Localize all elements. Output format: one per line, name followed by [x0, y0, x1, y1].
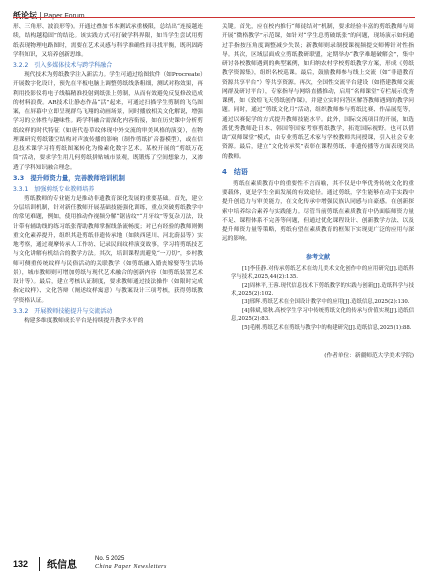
reference-item: [3]邢辉.剪纸艺术在全国设计教学中的应用[J].造纸信息,2025(2):130. — [242, 299, 410, 306]
right-column — [222, 23, 414, 361]
reference-item: [4]韩斌,梁秋.高校学生学习中传统剪纸文化的传承与价值实现[J].造纸信息,2025(2):83. — [231, 307, 414, 323]
section-brand: 纸论坛 — [13, 11, 37, 20]
paragraph: 剪纸教师的专业能力是推动非遗教育深化发展的重要基础。首先，建立分层培训机制，针对新任教师开展基础技能强化训练，重点突破剪纸教学中的常见难题，例如，使用推动作视频分解“锯齿纹”“月牙纹”等复杂刀法，设计带有辅助线的练习纸张帮助教师掌握线条流畅度；对已有经验的教师则侧重文化素养提升，组织其赴剪纸非遗传承地（如陕西延川、河北蔚县等）实地考察，通过观摩传承人工作坊、记录民间纹样演变故事，学习将剪纸技艺与文化讲解有机结合的教学方法。其次，培训课程需避免“一刀切”，乡村教师可侧重传统纹样与民俗活动的关联教学（如剪纸融入婚丧嫁娶等生活场景），城市教师则可增加剪纸与现代艺术融合的创新内容（如剪纸装置艺术设计等）。最后，建立考核认证制度，要求教师通过技法操作（如限时完成指定纹样）、文化答辩（阐述纹样寓意）与教案设计三项考核，获得剪纸教学资格认证。 — [13, 195, 203, 304]
publication-name: China Paper Newsletters — [95, 564, 167, 570]
paragraph: 构建多维度教师成长平台是持续提升教学水平的 — [24, 317, 144, 324]
footer-divider — [39, 557, 40, 571]
paragraph: 现代技术为剪纸教学注入新活力。学生可通过绘图软件（如Procreate）开展数字化设计，预先在平板电脑上调整剪纸线条粗细，测试对称效果，再利用投影仪将电子线稿精准投射到纸张上剪制，从而有效避免反复修改造成的材料浪费。AR技术让静态作品“活”起来，可通过扫描学生剪制的飞鸟图案，在屏幕中立即呈现群鸟飞翔的动画场景，同时播放相关文化解说，增强学习的立体性与趣味性。跨学科融合需深化内容衔接，如在历史课中分析剪纸纹样的时代特征（如唐代卷草纹体现中外交流的审美风格的演变），在物理课研究剪纸镂空结构对声波传播的影响（制作剪纸扩音器模型），或在信息技术课学习将剪纸图案转化为像素化数字艺术。某校开展的“剪纸万花筒”活动，要求学生用几何剪纸拼贴城市景观，既锻炼了空间想象力，又渗透了学科知识融合理念。 — [13, 72, 203, 171]
journal-logo: 纸信息 — [47, 560, 77, 571]
left-column — [13, 23, 203, 326]
header-rule — [13, 17, 415, 18]
section-heading: 3.3 提升师资力量，完善教师培训机制 — [13, 174, 125, 182]
author-affiliation: (作者单位：新疆师范大学美术学院) — [324, 353, 414, 359]
section-heading: 3.2.2 引入多媒体技术与跨学科融合 — [13, 62, 113, 69]
section-heading: 3.3.1 加强剪纸专业教师培养 — [13, 185, 95, 193]
page-header — [13, 3, 415, 19]
page-footer — [13, 553, 415, 573]
page-number: 132 — [13, 559, 29, 569]
issue-number: No. 5 2025 — [95, 556, 125, 562]
header-separator: | — [39, 11, 42, 20]
paragraph: 剪纸在素质教育中的重要性不言而喻，其不仅是中华优秀传统文化的重要载体，更是学生全面发展的有效途径。通过剪纸，学生能够在动手实践中提升创造力与审美能力，在文化传承中增强民族认同感与自豪感。在创新探索中培养综合素养与实践能力。尽管当前剪纸在素质教育中仍面临师资力量不足、课程体系不完善等问题，但通过优化课程设计、创新教学方法、以及提升师资力量等策略，剪纸有望在素质教育的框架下实现更广泛的应用与深远的影响。 — [222, 180, 414, 243]
paragraph: 关键。首先，应在校内推行“师徒结对”机制，要求经验丰富的剪纸教师与周开展“微格教学”示范课，如针对“学生总剪破纸张”的问题，现场演示如何通过手指按压角度调整减少失误；新教师则录制授课视频提交师傅针对性指导。其次，区域层面成立剪纸教研联盟，定期举办“教学难题破解会”，集中研讨各校教师遇到的典型案例，如归纳农村学校剪纸教学方案，形成《剪纸教学资源集》，组织名校巡课。最后，鼓励教师参与线上交流（如“非遗教育资源共享平台”）等共享资源。再次，全国性交流平台建设（如搭建教师交流网群及研讨平台），专家指导与网络直播推动，启用“名师课堂”专栏展示优秀课例，如《敦煌飞天剪纸创作课》，并建立实时问答区解答教师遇到的教学问题。同时，通过“剪纸文化月”活动，组织教师参与剪纸比赛、作品展览等，通过以赛促学的方式提升教师技能水平。此外，国际交流项目的开展，如选派优秀教师赴日本、韩国等国家考察剪纸教学，拓宽国际视野。也可以借助“双师课堂”模式，由专业剪纸艺术家与学校教师共同授课，引入社会专业资源。最后，建立“文化传承奖”表彰在课程剪纸、非遗传播等方面表现突出的教师。 — [222, 24, 414, 160]
section-english: Paper Forum — [43, 13, 85, 20]
reference-item: [2]周林平,王蓉.现代信息技术下剪纸教学的实践与创新[J].造纸科学与技术,2025(2):102. — [231, 282, 414, 297]
references-title: 参考文献 — [305, 253, 330, 261]
paragraph: 形、三角形、波浪形等)。开通过叠加书本测试承重极限，总结出“连接越连续，结构越稳固”的结论。该实践方式可打破学科界限，如当学生尝试用剪纸表现物理电路图时，需要在艺术灵感与科学准确性间寻找平衡，既巩固跨学科知识，又培养创新思维。 — [13, 24, 203, 58]
reference-item: [5]毛刚.剪纸艺术在剪纸与教学中的构建研究[J].造纸信息,2025(1):88. — [242, 324, 412, 331]
section-heading: 3.3.2 开展教师技能提升与交流活动 — [13, 307, 113, 315]
section-heading: 4 结语 — [222, 167, 248, 176]
reference-item: [1]李佳静.对传承剪纸艺术在幼儿美术文化创作中的应用研究[J].造纸科学与技术,2025,44(2):135. — [231, 265, 414, 281]
